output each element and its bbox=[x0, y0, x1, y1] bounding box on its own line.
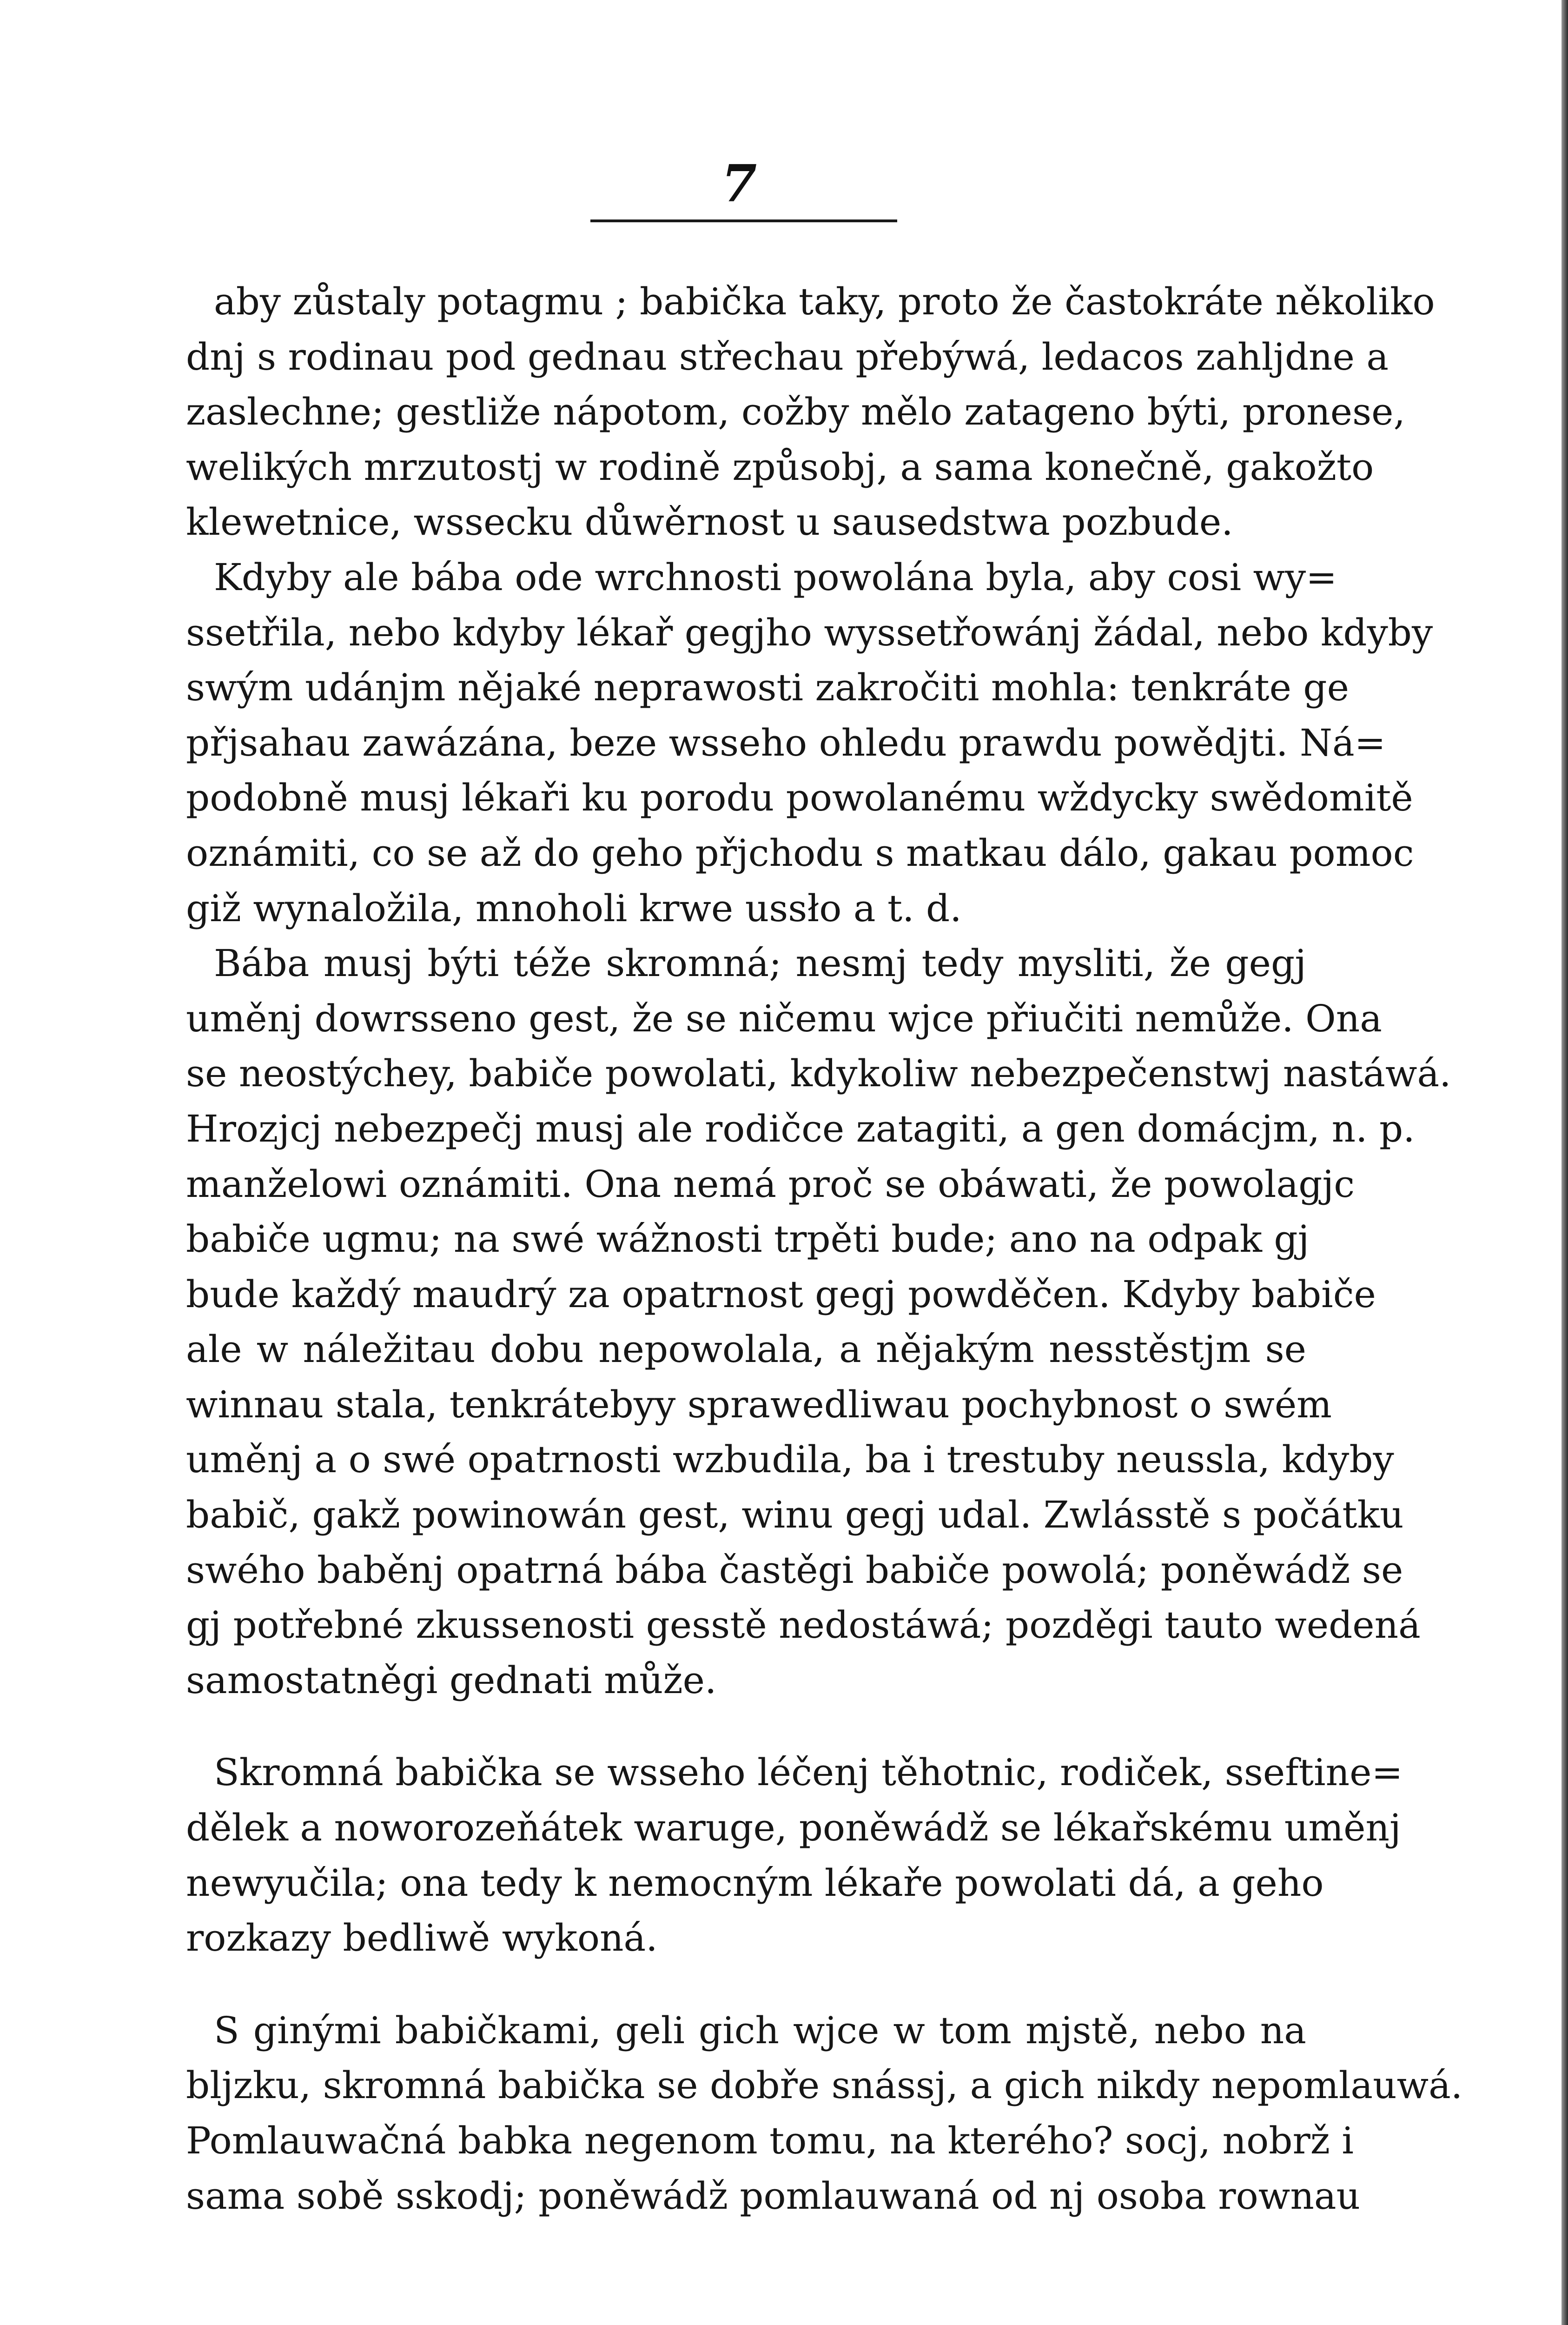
text-line: manželowi oznámiti. Ona nemá proč se obáwati, že powolagjc bbox=[186, 1162, 1355, 1206]
paragraph bbox=[186, 1745, 1403, 1966]
text-line: Kdyby ale bába ode wrchnosti powolána byla, aby cosi wy= bbox=[214, 555, 1337, 599]
text-line: Bába musj býti téže skromná; nesmj tedy mysliti, že gegj bbox=[214, 942, 1306, 985]
page-number: 7 bbox=[721, 153, 757, 213]
text-line: dnj s rodinau pod gednau střechau přebýwá, ledacos zahljdne a bbox=[186, 335, 1389, 379]
paragraph bbox=[186, 2003, 1463, 2224]
text-line: rozkazy bedliwě wykoná. bbox=[186, 1916, 658, 1960]
text-line: aby zůstaly potagmu ; babička taky, proto že častokráte několiko bbox=[214, 280, 1435, 323]
text-line: přjsahau zawázána, beze wsseho ohledu prawdu powědjti. Ná= bbox=[186, 721, 1386, 764]
text-line: bljzku, skromná babička se dobře snássj, a gich nikdy nepomlauwá. bbox=[186, 2064, 1463, 2107]
paragraph bbox=[186, 550, 1433, 936]
text-line: podobně musj lékaři ku porodu powolanému wždycky swědomitě bbox=[186, 776, 1413, 820]
paragraph bbox=[186, 936, 1451, 1708]
text-line: klewetnice, wssecku důwěrnost u sausedstwa pozbude. bbox=[186, 500, 1233, 544]
text-line: giž wynaložila, mnoholi krwe ussło a t. d. bbox=[186, 886, 962, 930]
text-line: ale w náležitau dobu nepowolala, a nějakým nesstěstjm se bbox=[186, 1328, 1306, 1371]
text-line: Pomlauwačná babka negenom tomu, na kterého? socj, nobrž i bbox=[186, 2119, 1354, 2162]
text-line: se neostýchey, babiče powolati, kdykoliw nebezpečenstwj nastáwá. bbox=[186, 1052, 1451, 1096]
text-line: uměnj a o swé opatrnosti wzbudila, ba i trestuby neussla, kdyby bbox=[186, 1438, 1394, 1481]
page-edge-shadow bbox=[1561, 0, 1568, 2325]
text-line: Hrozjcj nebezpečj musj ale rodičce zatagiti, a gen domácjm, n. p. bbox=[186, 1107, 1415, 1150]
text-line: samostatněgi gednati může. bbox=[186, 1658, 717, 1702]
text-line: babič, gakž powinowán gest, winu gegj udal. Zwlásstě s počátku bbox=[186, 1493, 1404, 1537]
text-line: dělek a noworozeňátek waruge, poněwádž se lékařskému uměnj bbox=[186, 1806, 1401, 1850]
text-line: babiče ugmu; na swé wážnosti trpěti bude; ano na odpak gj bbox=[186, 1217, 1310, 1261]
paragraph bbox=[186, 274, 1435, 550]
text-line: winnau stala, tenkrátebyy sprawedliwau pochybnost o swém bbox=[186, 1382, 1332, 1426]
text-line: swého baběnj opatrná bába častěgi babiče powolá; poněwádž se bbox=[186, 1548, 1403, 1592]
header-rule bbox=[590, 219, 897, 222]
text-line: S ginými babičkami, geli gich wjce w tom mjstě, nebo na bbox=[214, 2008, 1306, 2052]
text-line: zaslechne; gestliže nápotom, cožby mělo zatageno býti, pronese, bbox=[186, 390, 1405, 434]
text-line: uměnj dowrsseno gest, že se ničemu wjce přiučiti nemůže. Ona bbox=[186, 996, 1382, 1040]
text-line: oznámiti, co se až do geho přjchodu s matkau dálo, gakau pomoc bbox=[186, 831, 1414, 875]
text-line: gj potřebné zkussenosti gesstě nedostáwá; pozděgi tauto wedená bbox=[186, 1603, 1421, 1647]
text-line: newyučila; ona tedy k nemocným lékaře powolati dá, a geho bbox=[186, 1861, 1324, 1905]
body-text bbox=[186, 274, 1463, 2224]
text-line: welikých mrzutostj w rodině způsobj, a sama konečně, gakožto bbox=[186, 445, 1374, 489]
text-line: bude každý maudrý za opatrnost gegj powděčen. Kdyby babiče bbox=[186, 1272, 1376, 1316]
text-line: Skromná babička se wsseho léčenj těhotnic, rodiček, sseftine= bbox=[214, 1751, 1403, 1794]
text-line: sama sobě sskodj; poněwádž pomlauwaná od nj osoba rownau bbox=[186, 2174, 1361, 2218]
text-line: swým udánjm nějaké neprawosti zakročiti mohla: tenkráte ge bbox=[186, 666, 1349, 710]
text-line: ssetřila, nebo kdyby lékař gegjho wyssetřowánj žádal, nebo kdyby bbox=[186, 611, 1433, 654]
